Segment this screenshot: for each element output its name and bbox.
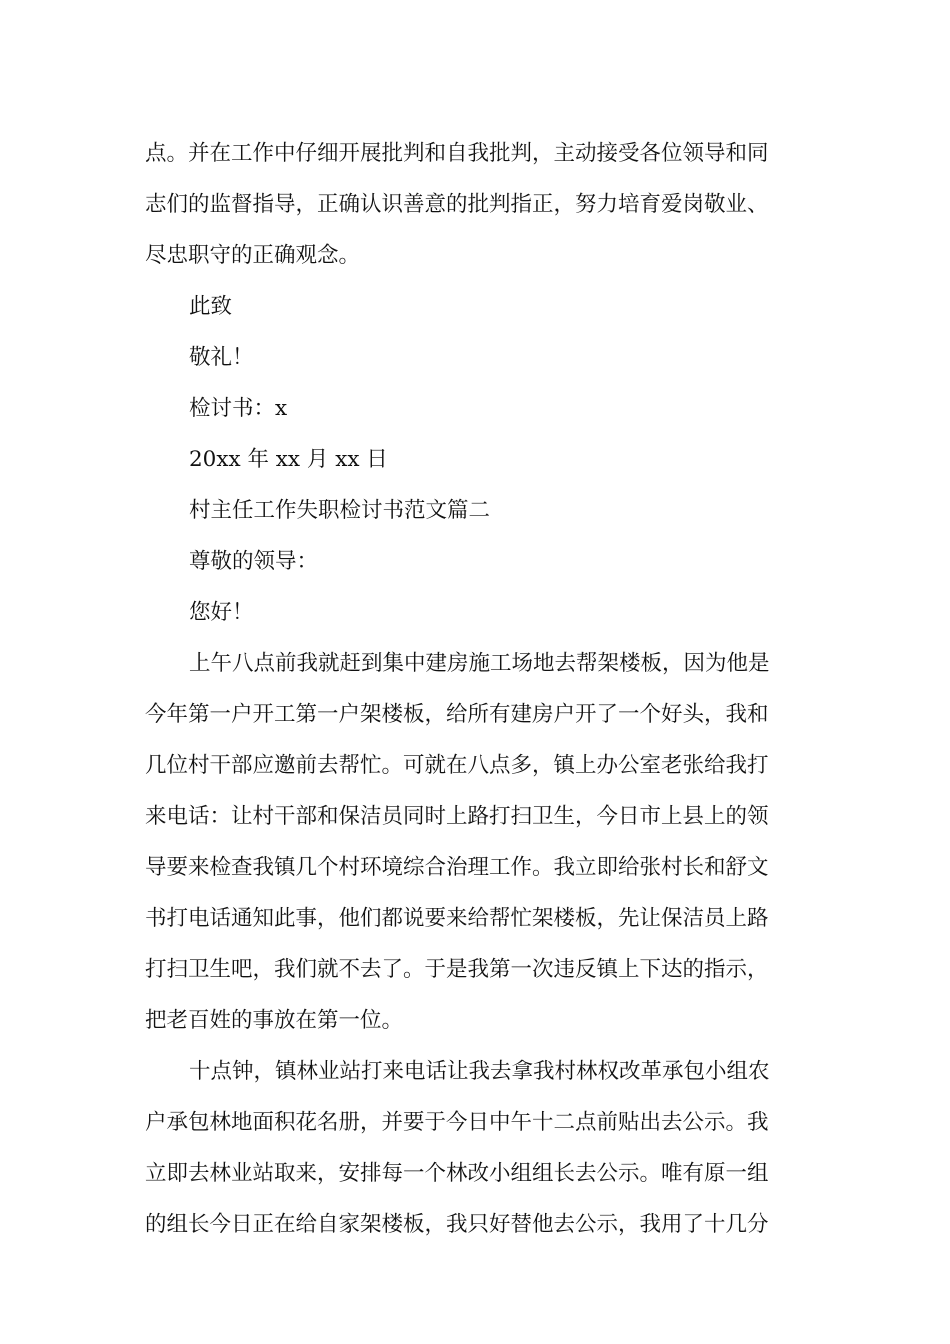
paragraph-2-line: 今年第一户开工第一户架楼板，给所有建房户开了一个好头，我和 bbox=[145, 702, 769, 727]
paragraph-2-line: 打扫卫生吧，我们就不去了。于是我第一次违反镇上下达的指示， bbox=[145, 957, 769, 982]
signature-line: 检讨书：x bbox=[189, 396, 288, 421]
paragraph-2-line: 书打电话通知此事，他们都说要来给帮忙架楼板，先让保洁员上路 bbox=[145, 906, 769, 931]
paragraph-3-line: 的组长今日正在给自家架楼板，我只好替他去公示，我用了十几分 bbox=[145, 1212, 769, 1237]
document-page bbox=[145, 128, 807, 1250]
closing-line-2: 敬礼！ bbox=[189, 345, 254, 370]
paragraph-2-line: 上午八点前我就赶到集中建房施工场地去帮架楼板，因为他是 bbox=[189, 651, 770, 676]
paragraph-1-line: 志们的监督指导，正确认识善意的批判指正，努力培育爱岗敬业、 bbox=[145, 192, 769, 217]
paragraph-1-line: 尽忠职守的正确观念。 bbox=[145, 243, 361, 268]
paragraph-2-line: 导要来检查我镇几个村环境综合治理工作。我立即给张村长和舒文 bbox=[145, 855, 769, 880]
section-title: 村主任工作失职检讨书范文篇二 bbox=[189, 498, 491, 523]
paragraph-3-line: 立即去林业站取来，安排每一个林改小组组长去公示。唯有原一组 bbox=[145, 1161, 769, 1186]
paragraph-1-line: 点。并在工作中仔细开展批判和自我批判，主动接受各位领导和同 bbox=[145, 141, 769, 166]
paragraph-3-line: 十点钟，镇林业站打来电话让我去拿我村林权改革承包小组农 bbox=[189, 1059, 770, 1084]
paragraph-3-line: 户承包林地面积花名册，并要于今日中午十二点前贴出去公示。我 bbox=[145, 1110, 769, 1135]
closing-line-1: 此致 bbox=[189, 294, 233, 319]
paragraph-3 bbox=[145, 1046, 807, 1250]
paragraph-2 bbox=[145, 638, 807, 1046]
date-line: 20xx 年 xx 月 xx 日 bbox=[189, 447, 388, 472]
salutation-line: 尊敬的领导： bbox=[189, 549, 319, 574]
paragraph-2-line: 来电话：让村干部和保洁员同时上路打扫卫生，今日市上县上的领 bbox=[145, 804, 769, 829]
paragraph-2-line: 把老百姓的事放在第一位。 bbox=[145, 1008, 404, 1033]
paragraph-2-line: 几位村干部应邀前去帮忙。可就在八点多，镇上办公室老张给我打 bbox=[145, 753, 769, 778]
greeting-line: 您好！ bbox=[189, 600, 254, 625]
paragraph-1 bbox=[145, 128, 807, 281]
